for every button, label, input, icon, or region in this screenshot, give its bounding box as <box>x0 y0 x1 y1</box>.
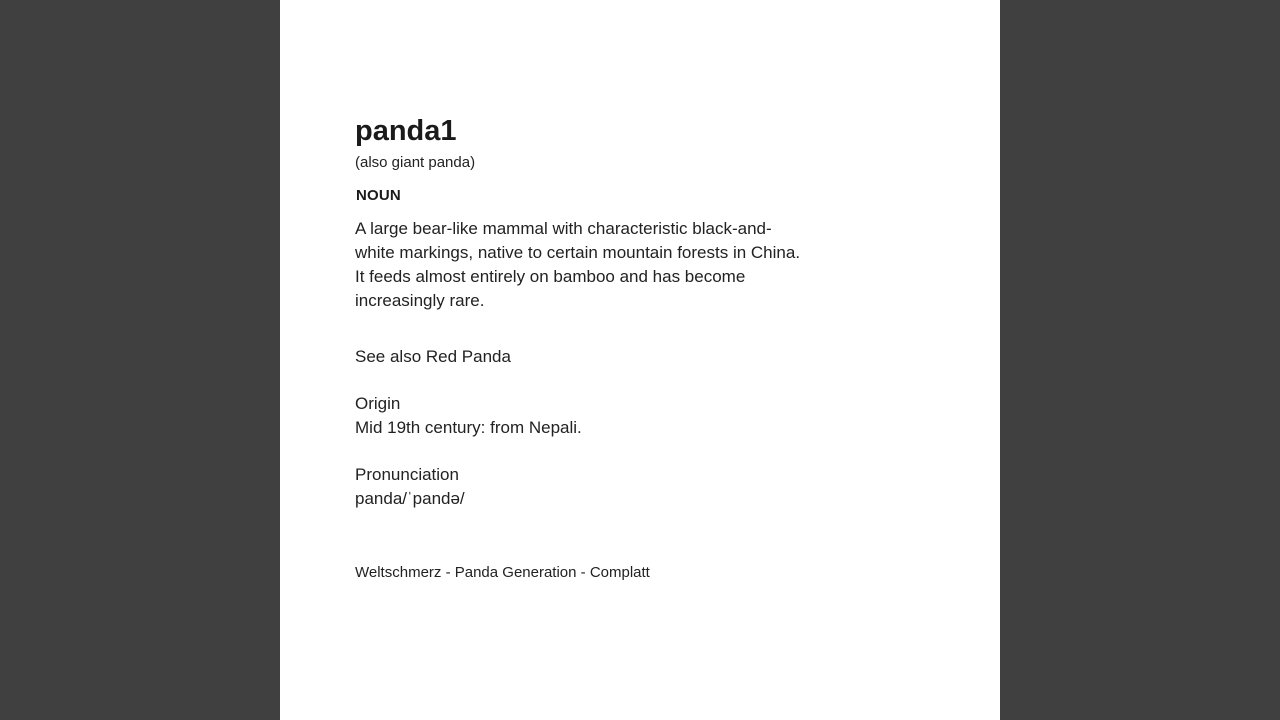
definition <box>355 217 815 313</box>
definition-line: white markings, native to certain mountain forests in China. <box>355 243 801 262</box>
part-of-speech: NOUN <box>356 187 401 204</box>
dictionary-entry <box>355 114 815 582</box>
origin-text: Mid 19th century: from Nepali. <box>355 418 582 437</box>
variant-form: (also giant panda) <box>355 154 476 171</box>
definition-line: It feeds almost entirely on bamboo and has become <box>355 267 746 286</box>
see-also: See also Red Panda <box>355 347 511 366</box>
origin-section <box>355 392 815 440</box>
pronunciation-label: Pronunciation <box>355 465 459 484</box>
track-credit: Weltschmerz - Panda Generation - Complatt <box>355 564 650 581</box>
document-page <box>280 0 1000 720</box>
origin-label: Origin <box>355 394 401 413</box>
pronunciation-section <box>355 463 815 511</box>
pronunciation-text: panda/ˈpandə/ <box>355 489 465 508</box>
definition-line: increasingly rare. <box>355 291 485 310</box>
definition-line: A large bear-like mammal with characteristic black-and- <box>355 219 772 238</box>
headword: panda1 <box>355 115 457 147</box>
